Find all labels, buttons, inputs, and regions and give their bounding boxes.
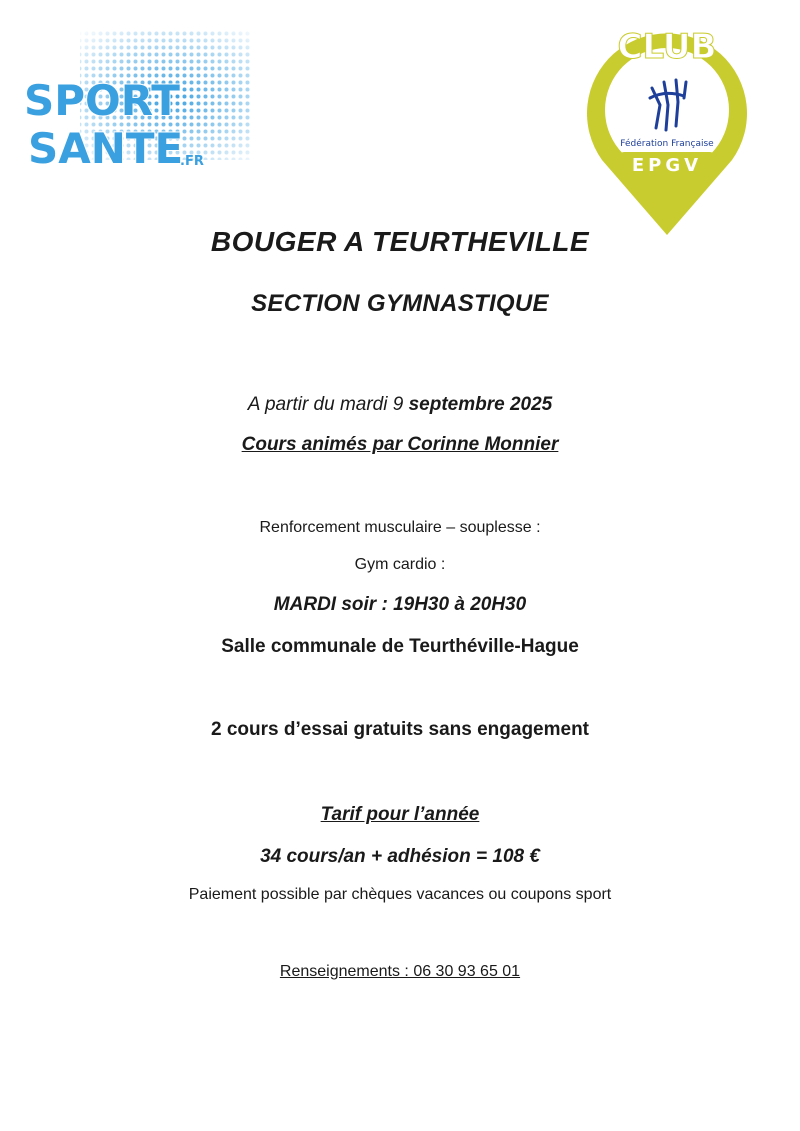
schedule-line: MARDI soir : 19H30 à 20H30 [273, 594, 527, 615]
contact-info: Renseignements : 06 30 93 65 01 [279, 963, 521, 980]
trial-offer: 2 cours d’essai gratuits sans engagement [210, 719, 590, 740]
fr-suffix: .FR [180, 154, 204, 169]
sport-sante-logo [20, 30, 250, 185]
activity-item: Gym cardio : [354, 556, 446, 573]
page-title: BOUGER A TEURTHEVILLE [210, 226, 590, 257]
epgv-text: EPGV [631, 155, 703, 176]
federation-text: Fédération Française [620, 139, 714, 149]
start-prefix: A partir du mardi 9 [247, 394, 404, 415]
payment-options: Paiement possible par chèques vacances ou coupons sport [188, 886, 612, 903]
location-line: Salle communale de Teurthéville-Hague [221, 636, 579, 657]
sport-word: SPORT [24, 76, 180, 125]
instructor-line: Cours animés par Corinne Monnier [241, 434, 559, 455]
activity-item: Renforcement musculaire – souplesse : [259, 519, 541, 536]
page-subtitle: SECTION GYMNASTIQUE [251, 290, 549, 317]
sante-word: SANTE [28, 124, 184, 173]
club-word: CLUB [617, 27, 717, 67]
pricing-amount: 34 cours/an + adhésion = 108 € [260, 846, 540, 867]
pricing-heading: Tarif pour l’année [320, 804, 480, 825]
club-epgv-logo [580, 10, 755, 245]
start-date-bold: septembre 2025 [408, 394, 553, 415]
start-date [0, 394, 800, 416]
